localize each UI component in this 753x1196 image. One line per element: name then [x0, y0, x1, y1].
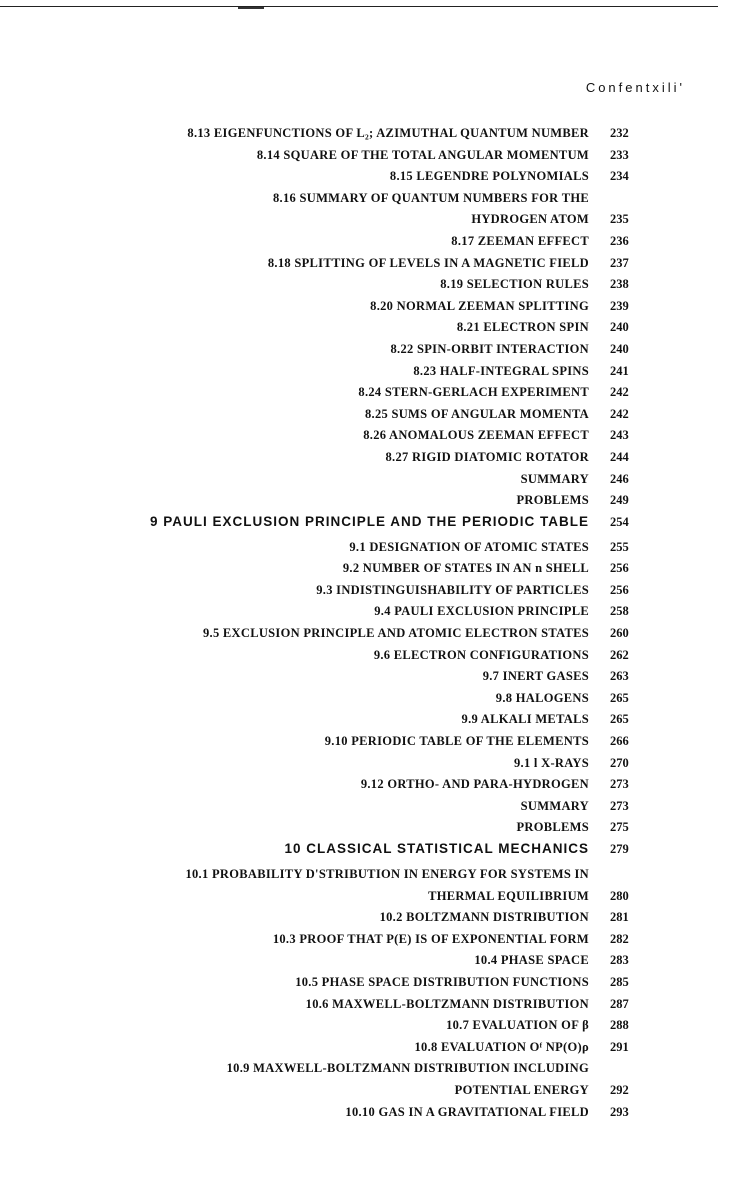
- page-number: 240: [610, 341, 629, 356]
- toc-row: [0, 470, 753, 492]
- section-title: 10.10 GAS IN A GRAVITATIONAL FIELD: [345, 1104, 589, 1119]
- page-number: 235: [610, 212, 629, 227]
- section-title: HYDROGEN ATOM: [471, 212, 589, 227]
- section-title: 9.9 ALKALI METALS: [461, 712, 589, 727]
- toc-row: [0, 189, 753, 211]
- toc-row: [0, 448, 753, 470]
- section-title: POTENTIAL ENERGY: [454, 1082, 589, 1097]
- running-head: Confentxili': [585, 80, 685, 95]
- toc-row: [0, 1038, 753, 1060]
- page-number: 273: [610, 777, 629, 792]
- section-title: 9.1 l X-RAYS: [513, 755, 589, 770]
- page-number: 243: [610, 428, 629, 443]
- toc-row: [0, 930, 753, 952]
- section-title: 10.1 PROBABILITY D'STRIBUTION IN ENERGY FOR SYSTEMS IN: [185, 867, 589, 881]
- page-number: 256: [610, 561, 629, 576]
- toc-row: [0, 1103, 753, 1125]
- toc-row: [0, 318, 753, 340]
- page-number: 266: [610, 734, 629, 749]
- toc-row: [0, 405, 753, 427]
- toc-row: [0, 602, 753, 624]
- page-number: 285: [610, 974, 629, 989]
- toc-row: [0, 646, 753, 668]
- chapter-title: 9 PAULI EXCLUSION PRINCIPLE AND THE PERIODIC TABLE: [149, 513, 589, 529]
- page-number: 262: [610, 647, 629, 662]
- toc-row: [0, 667, 753, 689]
- page-number: 256: [610, 582, 629, 597]
- toc-row: [0, 973, 753, 995]
- toc-row: [0, 1016, 753, 1038]
- page-number: 273: [610, 798, 629, 813]
- section-title: 8.17 ZEEMAN EFFECT: [451, 233, 589, 248]
- toc-row: [0, 865, 753, 887]
- toc-row: [0, 995, 753, 1017]
- section-title: 8.20 NORMAL ZEEMAN SPLITTING: [370, 298, 589, 313]
- page-number: 246: [610, 471, 629, 486]
- table-of-contents: [0, 124, 753, 1124]
- page-number: 288: [610, 1018, 629, 1033]
- section-title: 8.15 LEGENDRE POLYNOMIALS: [389, 169, 589, 184]
- section-title: 8.14 SQUARE OF THE TOTAL ANGULAR MOMENTUM: [256, 147, 589, 162]
- section-title: 8.21 ELECTRON SPIN: [456, 320, 589, 335]
- chapter-title: 10 CLASSICAL STATISTICAL MECHANICS: [284, 841, 589, 856]
- toc-row: [0, 1059, 753, 1081]
- toc-row: [0, 491, 753, 513]
- chapter-row: [0, 840, 753, 865]
- section-title: 8.26 ANOMALOUS ZEEMAN EFFECT: [363, 428, 589, 443]
- section-title: 9.1 DESIGNATION OF ATOMIC STATES: [349, 539, 589, 554]
- toc-row: [0, 689, 753, 711]
- rule-mark: [238, 7, 264, 9]
- section-title: PROBLEMS: [516, 493, 589, 508]
- section-title: 9.4 PAULI EXCLUSION PRINCIPLE: [374, 604, 589, 619]
- page-number: 279: [610, 842, 629, 856]
- section-title: 8.27 RIGID DIATOMIC ROTATOR: [385, 449, 589, 464]
- section-title: 8.18 SPLITTING OF LEVELS IN A MAGNETIC FIELD: [267, 255, 589, 270]
- section-title: 10.7 EVALUATION OF β: [446, 1018, 589, 1033]
- chapter-row: [0, 513, 753, 538]
- page-number: 265: [610, 712, 629, 727]
- section-title: 8.22 SPIN-ORBIT INTERACTION: [390, 341, 589, 356]
- page-number: 293: [610, 1104, 629, 1119]
- toc-row: [0, 1081, 753, 1103]
- toc-row: [0, 887, 753, 909]
- section-title: 10.4 PHASE SPACE: [474, 953, 589, 968]
- toc-row: [0, 340, 753, 362]
- section-title: 10.3 PROOF THAT P(E) IS OF EXPONENTIAL FORM: [272, 931, 589, 946]
- page-number: 270: [610, 755, 629, 770]
- toc-row: [0, 383, 753, 405]
- toc-row: [0, 797, 753, 819]
- page-number: 260: [610, 626, 629, 641]
- page-number: 242: [610, 406, 629, 421]
- toc-row: [0, 908, 753, 930]
- section-title: 9.2 NUMBER OF STATES IN AN n SHELL: [342, 561, 589, 576]
- section-title: 9.6 ELECTRON CONFIGURATIONS: [373, 647, 589, 662]
- section-title: 8.25 SUMS OF ANGULAR MOMENTA: [364, 406, 589, 421]
- section-title: 8.23 HALF-INTEGRAL SPINS: [413, 363, 589, 378]
- toc-row: [0, 732, 753, 754]
- section-title: THERMAL EQUILIBRIUM: [428, 888, 589, 903]
- page-number: 255: [610, 539, 629, 554]
- page-number: 239: [610, 298, 629, 313]
- toc-row: [0, 754, 753, 776]
- page-number: 258: [610, 604, 629, 619]
- toc-row: [0, 624, 753, 646]
- page-number: 291: [610, 1039, 629, 1054]
- section-title: 10.8 EVALUATION Oᶠ NP(O)ρ: [414, 1039, 589, 1054]
- section-title: SUMMARY: [520, 471, 589, 486]
- section-title: 9.7 INERT GASES: [482, 669, 589, 684]
- page-number: 232: [610, 126, 629, 140]
- page-number: 240: [610, 320, 629, 335]
- top-rule: [0, 6, 718, 7]
- toc-row: [0, 210, 753, 232]
- page-number: 236: [610, 233, 629, 248]
- section-title: 10.9 MAXWELL-BOLTZMANN DISTRIBUTION INCLUDING: [226, 1061, 589, 1076]
- section-title: PROBLEMS: [516, 820, 589, 835]
- section-title: 10.2 BOLTZMANN DISTRIBUTION: [379, 910, 589, 925]
- page-number: 263: [610, 669, 629, 684]
- page-number: 287: [610, 996, 629, 1011]
- page-number: 254: [610, 514, 629, 529]
- toc-row: [0, 254, 753, 276]
- page-number: 275: [610, 820, 629, 835]
- page-number: 283: [610, 953, 629, 968]
- section-title: 8.16 SUMMARY OF QUANTUM NUMBERS FOR THE: [272, 190, 589, 205]
- toc-row: [0, 146, 753, 168]
- section-title: 9.8 HALOGENS: [495, 690, 589, 705]
- page-number: 282: [610, 931, 629, 946]
- toc-row: [0, 775, 753, 797]
- toc-row: [0, 710, 753, 732]
- page-number: 281: [610, 910, 629, 925]
- toc-row: [0, 124, 753, 146]
- section-title: 9.10 PERIODIC TABLE OF THE ELEMENTS: [324, 734, 589, 749]
- page-number: 249: [610, 493, 629, 508]
- page-number: 292: [610, 1082, 629, 1097]
- toc-row: [0, 426, 753, 448]
- section-title: 10.6 MAXWELL-BOLTZMANN DISTRIBUTION: [305, 996, 589, 1011]
- toc-row: [0, 167, 753, 189]
- section-title: 9.5 EXCLUSION PRINCIPLE AND ATOMIC ELECTRON STATES: [202, 626, 589, 641]
- toc-row: [0, 818, 753, 840]
- section-title: 8.13 EIGENFUNCTIONS OF L₂; AZIMUTHAL QUANTUM NUMBER: [187, 126, 589, 140]
- page-number: 233: [610, 147, 629, 162]
- page-number: 238: [610, 277, 629, 292]
- page-number: 265: [610, 690, 629, 705]
- toc-row: [0, 581, 753, 603]
- page-number: 244: [610, 449, 629, 464]
- section-title: SUMMARY: [520, 798, 589, 813]
- toc-row: [0, 297, 753, 319]
- toc-row: [0, 275, 753, 297]
- section-title: 8.19 SELECTION RULES: [440, 277, 589, 292]
- toc-row: [0, 232, 753, 254]
- page-number: 280: [610, 888, 629, 903]
- toc-row: [0, 538, 753, 560]
- toc-row: [0, 362, 753, 384]
- section-title: 10.5 PHASE SPACE DISTRIBUTION FUNCTIONS: [295, 974, 589, 989]
- section-title: 9.3 INDISTINGUISHABILITY OF PARTICLES: [316, 582, 589, 597]
- toc-row: [0, 951, 753, 973]
- page-number: 241: [610, 363, 629, 378]
- page-number: 242: [610, 385, 629, 400]
- page-number: 234: [610, 169, 629, 184]
- section-title: 8.24 STERN-GERLACH EXPERIMENT: [358, 385, 589, 400]
- toc-row: [0, 559, 753, 581]
- section-title: 9.12 ORTHO- AND PARA-HYDROGEN: [360, 777, 589, 792]
- page-number: 237: [610, 255, 629, 270]
